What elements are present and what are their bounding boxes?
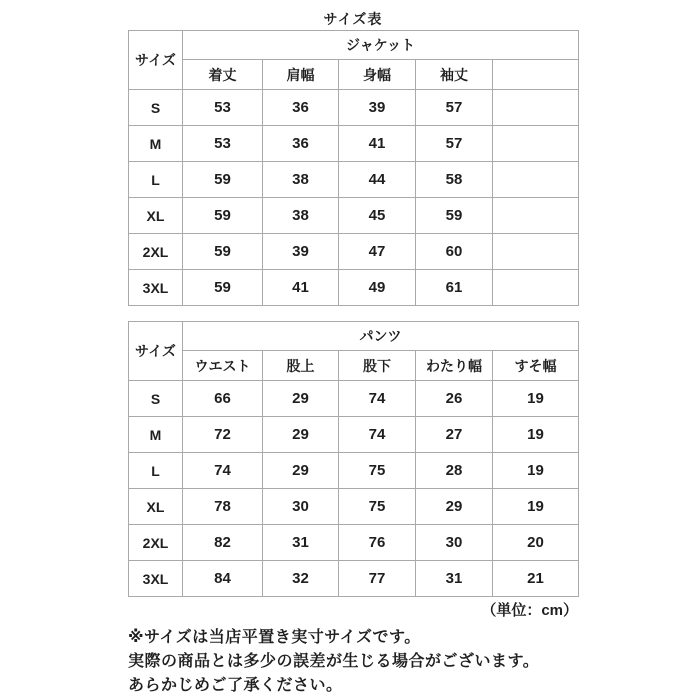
page-title: サイズ表 [323,11,383,27]
value-cell: 75 [339,453,416,489]
value-cell: 74 [339,417,416,453]
value-cell: 53 [183,90,263,126]
value-cell [493,198,579,234]
size-cell: 2XL [129,234,183,270]
value-cell: 74 [339,381,416,417]
jacket-category-header: ジャケット [183,31,579,60]
size-cell: M [129,417,183,453]
value-cell: 59 [183,198,263,234]
size-column-header: サイズ [129,322,183,381]
value-cell: 60 [416,234,493,270]
table-row [129,90,579,126]
value-cell: 84 [183,561,263,597]
size-cell: 3XL [129,270,183,306]
value-cell: 53 [183,126,263,162]
size-cell: XL [129,198,183,234]
value-cell: 74 [183,453,263,489]
value-cell [493,126,579,162]
size-cell: L [129,453,183,489]
table-row [129,198,579,234]
size-cell: M [129,126,183,162]
value-cell: 38 [263,162,339,198]
value-cell: 29 [263,381,339,417]
table-row [129,162,579,198]
value-cell: 41 [339,126,416,162]
size-cell: XL [129,489,183,525]
disclaimer-line: 実際の商品とは多少の誤差が生じる場合がございます。 [128,653,540,670]
value-cell: 27 [416,417,493,453]
jacket-size-table [128,30,579,306]
value-cell: 49 [339,270,416,306]
table-row [129,270,579,306]
value-cell: 78 [183,489,263,525]
value-cell: 45 [339,198,416,234]
value-cell: 77 [339,561,416,597]
value-cell: 19 [493,381,579,417]
value-cell: 75 [339,489,416,525]
column-header: わたり幅 [416,351,493,381]
value-cell: 36 [263,90,339,126]
value-cell: 19 [493,453,579,489]
column-header: ウエスト [183,351,263,381]
value-cell: 39 [339,90,416,126]
value-cell: 20 [493,525,579,561]
value-cell: 59 [183,234,263,270]
value-cell: 26 [416,381,493,417]
value-cell: 72 [183,417,263,453]
disclaimer-line: あらかじめご了承ください。 [128,677,343,694]
footer-notes [128,626,578,698]
value-cell: 38 [263,198,339,234]
column-header: 着丈 [183,60,263,90]
value-cell: 61 [416,270,493,306]
column-header: 肩幅 [263,60,339,90]
value-cell: 47 [339,234,416,270]
value-cell: 66 [183,381,263,417]
value-cell [493,234,579,270]
value-cell: 76 [339,525,416,561]
value-cell: 19 [493,489,579,525]
value-cell: 32 [263,561,339,597]
table-row [129,453,579,489]
column-header: 身幅 [339,60,416,90]
size-cell: S [129,90,183,126]
size-cell: S [129,381,183,417]
value-cell [493,162,579,198]
value-cell: 82 [183,525,263,561]
column-header [493,60,579,90]
value-cell: 28 [416,453,493,489]
size-cell: L [129,162,183,198]
value-cell [493,270,579,306]
size-cell: 2XL [129,525,183,561]
value-cell: 59 [416,198,493,234]
value-cell: 29 [416,489,493,525]
value-cell: 44 [339,162,416,198]
value-cell: 59 [183,270,263,306]
value-cell: 31 [416,561,493,597]
value-cell: 30 [263,489,339,525]
value-cell: 19 [493,417,579,453]
table-row [129,561,579,597]
table-row [129,381,579,417]
unit-note: （単位：cm） [481,602,578,619]
value-cell: 29 [263,453,339,489]
table-row [129,234,579,270]
column-header: 袖丈 [416,60,493,90]
value-cell: 57 [416,90,493,126]
value-cell: 39 [263,234,339,270]
value-cell: 41 [263,270,339,306]
value-cell: 59 [183,162,263,198]
column-header: 股下 [339,351,416,381]
table-row [129,417,579,453]
pants-size-table [128,321,579,597]
column-header: 股上 [263,351,339,381]
value-cell: 57 [416,126,493,162]
value-cell: 58 [416,162,493,198]
value-cell: 21 [493,561,579,597]
table-row [129,525,579,561]
value-cell: 30 [416,525,493,561]
size-cell: 3XL [129,561,183,597]
size-chart-page [128,0,578,698]
column-header: すそ幅 [493,351,579,381]
value-cell [493,90,579,126]
table-row [129,126,579,162]
value-cell: 31 [263,525,339,561]
disclaimer-line: ※サイズは当店平置き実寸サイズです。 [128,629,421,646]
value-cell: 29 [263,417,339,453]
value-cell: 36 [263,126,339,162]
table-row [129,489,579,525]
size-column-header: サイズ [129,31,183,90]
pants-category-header: パンツ [183,322,579,351]
